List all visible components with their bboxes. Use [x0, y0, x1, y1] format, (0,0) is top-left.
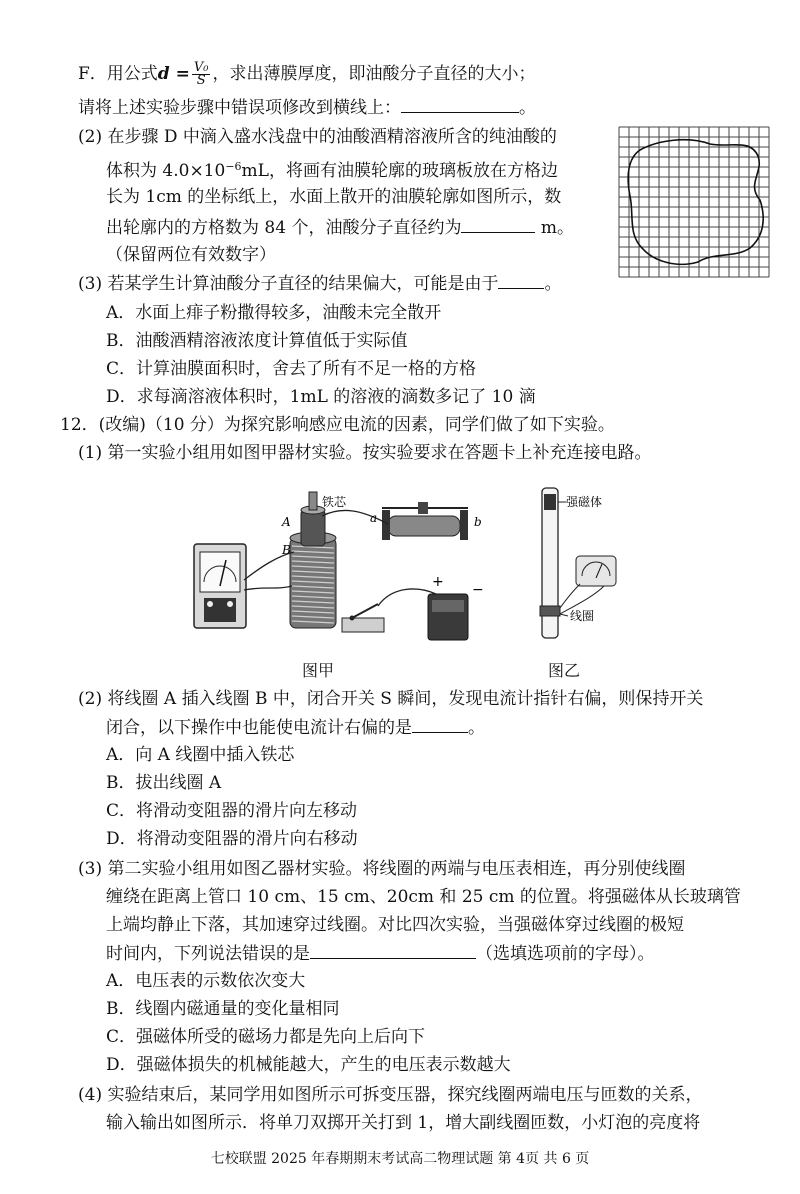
q2-exponent: −6 — [225, 160, 242, 173]
q3-option-c: C．计算油膜面积时，舍去了所有不足一格的方格 — [106, 359, 477, 379]
q12-3-line-2: 缠绕在距离上管口 10 cm、15 cm、20cm 和 25 cm 的位置。将强磁体从长玻璃管 — [106, 887, 741, 907]
step-f-line — [78, 62, 535, 87]
q12-4-line-1: (4) 实验结束后，某同学用如图所示可拆变压器，探究线圈两端电压与匝数的关系， — [78, 1085, 703, 1105]
correction-prompt: 请将上述实验步骤中错误项修改到横线上： — [78, 98, 401, 118]
q12-3-answer-blank[interactable] — [310, 942, 476, 959]
label-minus: − — [472, 582, 484, 598]
coil-ring-icon — [540, 606, 560, 616]
q12-3-line-1: (3) 第二实验小组用如图乙器材实验。将线圈的两端与电压表相连，再分别使线圈 — [78, 859, 686, 879]
formula-fraction — [192, 62, 211, 87]
q2-line-3: 长为 1cm 的坐标纸上，水面上散开的油膜轮廓如图所示，数 — [106, 187, 562, 207]
battery-icon — [428, 594, 468, 640]
q2-line-5: （保留两位有效数字） — [106, 245, 276, 265]
q2-line-2 — [106, 156, 558, 182]
q3-option-a: A．水面上痱子粉撒得较多，油酸未完全散开 — [106, 303, 442, 323]
figure-yi-apparatus — [532, 484, 652, 644]
q12-3-option-a: A．电压表的示数依次变大 — [106, 971, 306, 991]
q2-question: 出轮廓内的方格数为 84 个，油酸分子直径约为 — [106, 218, 462, 238]
q12-3-question: 时间内，下列说法错误的是 — [106, 944, 310, 964]
q3-option-d: D．求每滴溶液体积时，1mL 的溶液的滴数多记了 10 滴 — [106, 387, 536, 407]
q3-question: (3) 若某学生计算油酸分子直径的结果偏大，可能是由于 — [78, 274, 499, 294]
q12-2-line-2 — [106, 716, 485, 739]
q12-2-end: 。 — [468, 718, 485, 738]
q12-3-option-b: B．线圈内磁通量的变化量相同 — [106, 999, 340, 1019]
formula-denominator: S — [196, 73, 206, 88]
q3-stem — [78, 272, 561, 295]
q12-3-option-c: C．强磁体所受的磁场力都是先向上后向下 — [106, 1027, 426, 1047]
q12-2-question: 闭合，以下操作中也能使电流计右偏的是 — [106, 718, 412, 738]
correction-line — [78, 96, 536, 119]
caption-figure-jia: 图甲 — [302, 661, 335, 680]
q2-volume-rest: mL，将画有油膜轮廓的玻璃板放在方格边 — [241, 161, 558, 181]
q3-option-b: B．油酸酒精溶液浓度计算值低于实际值 — [106, 331, 408, 351]
q2-line-4 — [106, 216, 574, 239]
q12-stem: 12．(改编)（10 分）为探究影响感应电流的因素，同学们做了如下实验。 — [60, 415, 615, 435]
q12-2-line-1: (2) 将线圈 A 插入线圈 B 中，闭合开关 S 瞬间，发现电流计指针右偏，则保持开关 — [78, 689, 704, 709]
oil-film-grid-figure — [618, 126, 770, 278]
q12-2-option-d: D．将滑动变阻器的滑片向右移动 — [106, 829, 358, 849]
oil-film-outline — [628, 140, 763, 265]
q12-2-option-b: B．拔出线圈 A — [106, 773, 222, 793]
page-footer: 七校联盟 2025 年春期期末考试高二物理试题 第 4页 共 6 页 — [210, 1151, 590, 1167]
caption-figure-yi: 图乙 — [548, 661, 581, 680]
label-coil: 线圈 — [570, 609, 595, 623]
q12-3-line-4 — [106, 942, 655, 965]
formula-numerator: V₀ — [193, 60, 209, 75]
label-b-terminal: b — [474, 515, 482, 529]
q12-3-option-d: D．强磁体损失的机械能越大，产生的电压表示数越大 — [106, 1055, 511, 1075]
correction-blank[interactable] — [401, 96, 519, 113]
q2-unit: m。 — [535, 218, 574, 238]
galvanometer-icon — [194, 544, 246, 628]
label-strong-magnet: 强磁体 — [566, 495, 603, 509]
q12-4-line-2: 输入输出如图所示．将单刀双掷开关打到 1，增大副线圈匝数，小灯泡的亮度将 — [106, 1113, 701, 1133]
q12-3-instruction: （选填选项前的字母）。 — [476, 944, 655, 964]
correction-end: 。 — [519, 98, 536, 118]
q12-3-line-3: 上端均静止下落，其加速穿过线圈。对比四次实验，当强磁体穿过线圈的极短 — [106, 915, 684, 935]
q2-volume-text: 体积为 4.0×10 — [106, 161, 226, 181]
step-f-prefix: F．用公式 — [78, 64, 158, 84]
step-f-suffix: ，求出薄膜厚度，即油酸分子直径的大小； — [212, 64, 536, 84]
rheostat-icon — [382, 502, 468, 540]
q12-2-option-c: C．将滑动变阻器的滑片向左移动 — [106, 801, 358, 821]
label-a-terminal: a — [370, 511, 378, 525]
formula-lhs: d = — [157, 64, 190, 84]
voltmeter-icon — [576, 556, 616, 586]
label-plus: + — [432, 574, 444, 590]
label-a-coil: A — [282, 515, 291, 529]
q12-part-1: (1) 第一实验小组用如图甲器材实验。按实验要求在答题卡上补充连接电路。 — [78, 443, 652, 463]
figure-jia-apparatus — [182, 486, 502, 646]
q12-2-answer-blank[interactable] — [412, 716, 468, 733]
strong-magnet-icon — [544, 494, 556, 510]
label-b-coil: B — [282, 543, 291, 557]
q12-2-option-a: A．向 A 线圈中插入铁芯 — [106, 745, 295, 765]
switch-icon — [342, 604, 384, 632]
q2-line-1: (2) 在步骤 D 中滴入盛水浅盘中的油酸酒精溶液所含的纯油酸的 — [78, 127, 557, 147]
label-iron-core: 铁芯 — [322, 495, 347, 509]
q3-end: 。 — [544, 274, 562, 294]
q2-answer-blank[interactable] — [461, 216, 535, 233]
q3-answer-blank[interactable] — [498, 272, 544, 289]
